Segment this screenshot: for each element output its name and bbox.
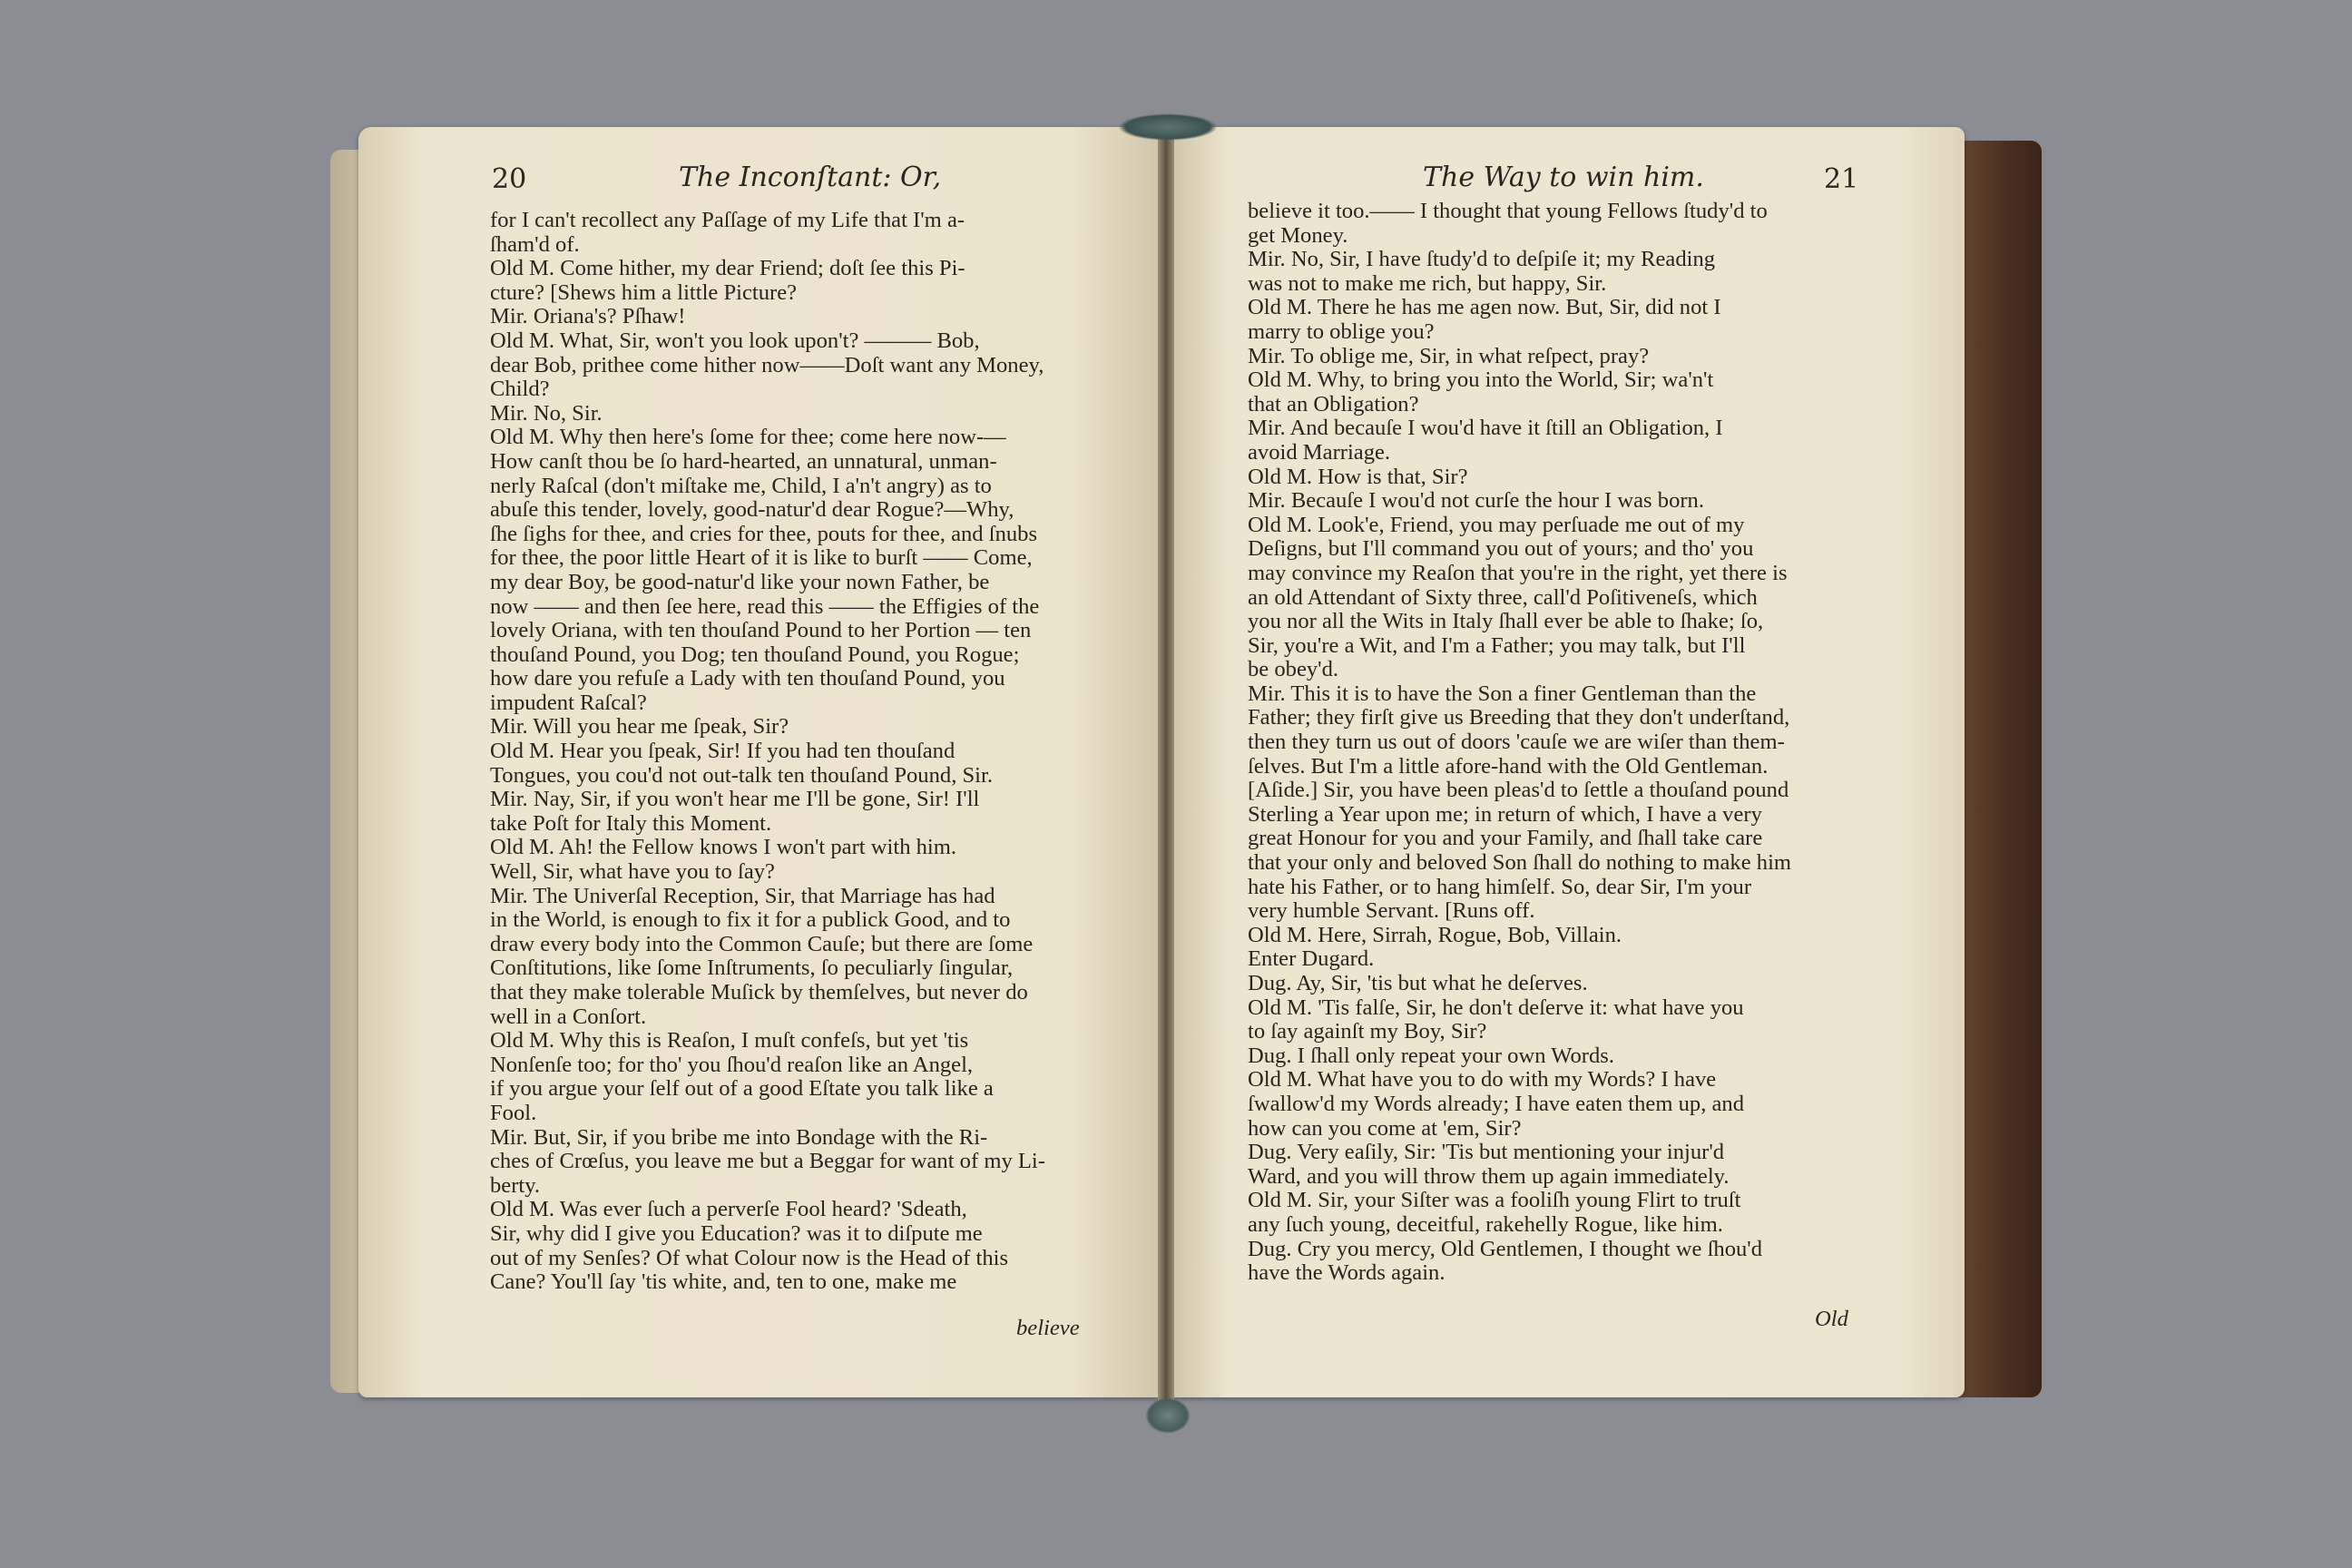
text-line: Child? <box>490 377 550 402</box>
text-line: ſwallow'd my Words already; I have eaten them up, and <box>1248 1091 1744 1116</box>
text-line: take Poſt for Italy this Moment. <box>490 810 772 836</box>
text-line: be obey'd. <box>1248 657 1339 682</box>
book-cover-right-edge <box>1951 141 2042 1397</box>
binding-thread-bottom <box>1145 1397 1191 1434</box>
text-line: abuſe this tender, lovely, good-natur'd dear Rogue?—Why, <box>490 497 1014 523</box>
text-line: Old M. What have you to do with my Words? I have <box>1248 1067 1717 1093</box>
text-line: draw every body into the Common Cauſe; but there are ſome <box>490 931 1034 956</box>
text-line: Nonſenſe too; for tho' you ſhou'd reaſon like an Angel, <box>490 1052 974 1077</box>
text-line: may convince my Reaſon that you're in the right, yet there is <box>1248 560 1788 585</box>
text-line: Fool. <box>490 1100 537 1125</box>
text-line: berty. <box>490 1172 541 1198</box>
text-line: Ward, and you will throw them up again immediately. <box>1248 1163 1730 1189</box>
text-line: Old M. Why, to bring you into the World, Sir; wa'n't <box>1248 368 1714 393</box>
right-page-text <box>1248 200 1856 1286</box>
text-line: an old Attendant of Sixty three, call'd Poſitiveneſs, which <box>1248 584 1758 610</box>
text-line: impudent Raſcal? <box>490 690 647 715</box>
text-line: ſhe ſighs for thee, and cries for thee, pouts for thee, and ſnubs <box>490 521 1038 546</box>
text-line: [Aſide.] Sir, you have been pleas'd to ſettle a thouſand pound <box>1248 778 1789 803</box>
text-line: Mir. No, Sir. <box>490 400 603 426</box>
text-line: then they turn us out of doors 'cauſe we are wiſer than them- <box>1248 730 1785 755</box>
text-line: now —— and then ſee here, read this —— the Effigies of the <box>490 593 1040 619</box>
text-line: Sir, why did I give you Education? was it to diſpute me <box>490 1220 983 1246</box>
text-line: hate his Father, or to hang himſelf. So, dear Sir, I'm your <box>1248 874 1752 899</box>
text-line: that they make tolerable Muſick by themſelves, but never do <box>490 980 1028 1004</box>
text-line: Sir, you're a Wit, and I'm a Father; you may talk, but I'll <box>1248 632 1746 658</box>
text-line: Mir. To oblige me, Sir, in what reſpect, pray? <box>1248 343 1650 368</box>
text-line: Conſtitutions, like ſome Inſtruments, ſo peculiarly ſingular, <box>490 956 1014 981</box>
text-line: Mir. Oriana's? Pſhaw! <box>490 304 686 329</box>
text-line: to ſay againſt my Boy, Sir? <box>1248 1019 1487 1044</box>
text-line: dear Bob, prithee come hither now——Doſt want any Money, <box>490 352 1044 377</box>
text-line: Tongues, you cou'd not out-talk ten thouſand Pound, Sir. <box>490 762 993 788</box>
text-line: you nor all the Wits in Italy ſhall ever be able to ſhake; ſo, <box>1248 609 1764 634</box>
text-line: Old M. Hear you ſpeak, Sir! If you had ten thouſand <box>490 739 956 764</box>
text-line: very humble Servant. [Runs off. <box>1248 898 1535 924</box>
text-line: How canſt thou be ſo hard-hearted, an unnatural, unman- <box>490 448 997 474</box>
text-line: Dug. I ſhall only repeat your own Words. <box>1248 1043 1614 1068</box>
text-line: Mir. Nay, Sir, if you won't hear me I'll be gone, Sir! I'll <box>490 787 980 812</box>
text-line: how can you come at 'em, Sir? <box>1248 1115 1522 1141</box>
text-line: Mir. Becauſe I wou'd not curſe the hour I was born. <box>1248 488 1705 514</box>
text-line: how dare you refuſe a Lady with ten thouſand Pound, you <box>490 666 1005 691</box>
left-running-head: The Inconſtant: Or, <box>679 162 942 193</box>
text-line: ſham'd of. <box>490 231 580 257</box>
text-line: was not to make me rich, but happy, Sir. <box>1248 270 1607 296</box>
text-line: if you argue your ſelf out of a good Eſtate you talk like a <box>490 1076 994 1102</box>
text-line: my dear Boy, be good-natur'd like your nown Father, be <box>490 569 990 594</box>
text-line: Mir. No, Sir, I have ſtudy'd to deſpiſe it; my Reading <box>1248 247 1716 272</box>
text-line: ſelves. But I'm a little afore-hand with the Old Gentleman. <box>1248 753 1769 779</box>
text-line: Cane? You'll ſay 'tis white, and, ten to one, make me <box>490 1269 957 1295</box>
text-line: for thee, the poor little Heart of it is like to burſt —— Come, <box>490 545 1033 571</box>
text-line: Father; they firſt give us Breeding that they don't underſtand, <box>1248 705 1790 730</box>
text-line: Old M. Why this is Reaſon, I muſt confeſs, but yet 'tis <box>490 1028 969 1054</box>
text-line: out of my Senſes? Of what Colour now is the Head of this <box>490 1245 1009 1270</box>
text-line: ches of Crœſus, you leave me but a Beggar for want of my Li- <box>490 1149 1045 1174</box>
text-line: that an Obligation? <box>1248 391 1419 416</box>
text-line: well in a Conſort. <box>490 1004 647 1029</box>
text-line: Mir. Will you hear me ſpeak, Sir? <box>490 714 789 740</box>
text-line: believe it too.—— I thought that young Fellows ſtudy'd to <box>1248 199 1768 223</box>
text-line: Old M. Come hither, my dear Friend; doſt ſee this Pi- <box>490 256 965 281</box>
text-line: any ſuch young, deceitful, rakehelly Rogue, like him. <box>1248 1211 1723 1237</box>
text-line: avoid Marriage. <box>1248 439 1391 465</box>
text-line: for I can't recollect any Paſſage of my Life that I'm a- <box>490 208 965 232</box>
text-line: Dug. Ay, Sir, 'tis but what he deſerves. <box>1248 971 1588 995</box>
text-line: Old M. Here, Sirrah, Rogue, Bob, Villain. <box>1248 922 1622 947</box>
text-line: Deſigns, but I'll command you out of yours; and tho' you <box>1248 536 1754 562</box>
right-catchword: Old <box>1815 1307 1848 1331</box>
right-running-head: The Way to win him. <box>1423 162 1704 193</box>
text-line: Mir. The Univerſal Reception, Sir, that Marriage has had <box>490 883 995 908</box>
text-line: lovely Oriana, with ten thouſand Pound to her Portion — ten <box>490 618 1032 643</box>
text-line: Enter Dugard. <box>1248 946 1375 972</box>
text-line: Mir. But, Sir, if you bribe me into Bondage with the Ri- <box>490 1124 988 1150</box>
left-catchword: believe <box>1016 1316 1080 1340</box>
text-line: Dug. Cry you mercy, Old Gentlemen, I thought we ſhou'd <box>1248 1236 1763 1261</box>
text-line: Old M. What, Sir, won't you look upon't? ——— Bob, <box>490 328 980 353</box>
text-line: Old M. 'Tis falſe, Sir, he don't deſerve it: what have you <box>1248 995 1744 1020</box>
text-line: Mir. And becauſe I wou'd have it ſtill an Obligation, I <box>1248 416 1723 441</box>
text-line: thouſand Pound, you Dog; ten thouſand Pound, you Rogue; <box>490 642 1020 667</box>
text-line: cture? [Shews him a little Picture? <box>490 279 798 305</box>
text-line: Old M. Was ever ſuch a perverſe Fool heard? 'Sdeath, <box>490 1197 967 1222</box>
text-line: Old M. Why then here's ſome for thee; come here now-— <box>490 425 1006 450</box>
book-gutter <box>1158 118 1174 1406</box>
left-page-text <box>490 209 1098 1295</box>
text-line: marry to oblige you? <box>1248 318 1435 344</box>
text-line: nerly Raſcal (don't miſtake me, Child, I a'n't angry) as to <box>490 473 992 498</box>
text-line: Well, Sir, what have you to ſay? <box>490 859 775 885</box>
text-line: Old M. Sir, your Siſter was a fooliſh young Flirt to truſt <box>1248 1188 1741 1213</box>
text-line: Mir. This it is to have the Son a finer Gentleman than the <box>1248 681 1757 706</box>
text-line: Old M. There he has me agen now. But, Sir, did not I <box>1248 295 1721 320</box>
text-line: Old M. Ah! the Fellow knows I won't part with him. <box>490 835 957 860</box>
text-line: get Money. <box>1248 222 1348 248</box>
right-page-number: 21 <box>1824 163 1859 195</box>
text-line: in the World, is enough to fix it for a publick Good, and to <box>490 907 1011 933</box>
binding-thread-top <box>1118 113 1218 141</box>
text-line: have the Words again. <box>1248 1260 1446 1286</box>
text-line: Old M. How is that, Sir? <box>1248 464 1468 489</box>
text-line: Dug. Very eaſily, Sir: 'Tis but mentioning your injur'd <box>1248 1140 1725 1165</box>
left-page-number: 20 <box>492 163 527 195</box>
text-line: that your only and beloved Son ſhall do nothing to make him <box>1248 850 1792 876</box>
text-line: Old M. Look'e, Friend, you may perſuade me out of my <box>1248 512 1745 537</box>
text-line: Sterling a Year upon me; in return of which, I have a very <box>1248 801 1762 827</box>
text-line: great Honour for you and your Family, and ſhall take care <box>1248 826 1763 851</box>
